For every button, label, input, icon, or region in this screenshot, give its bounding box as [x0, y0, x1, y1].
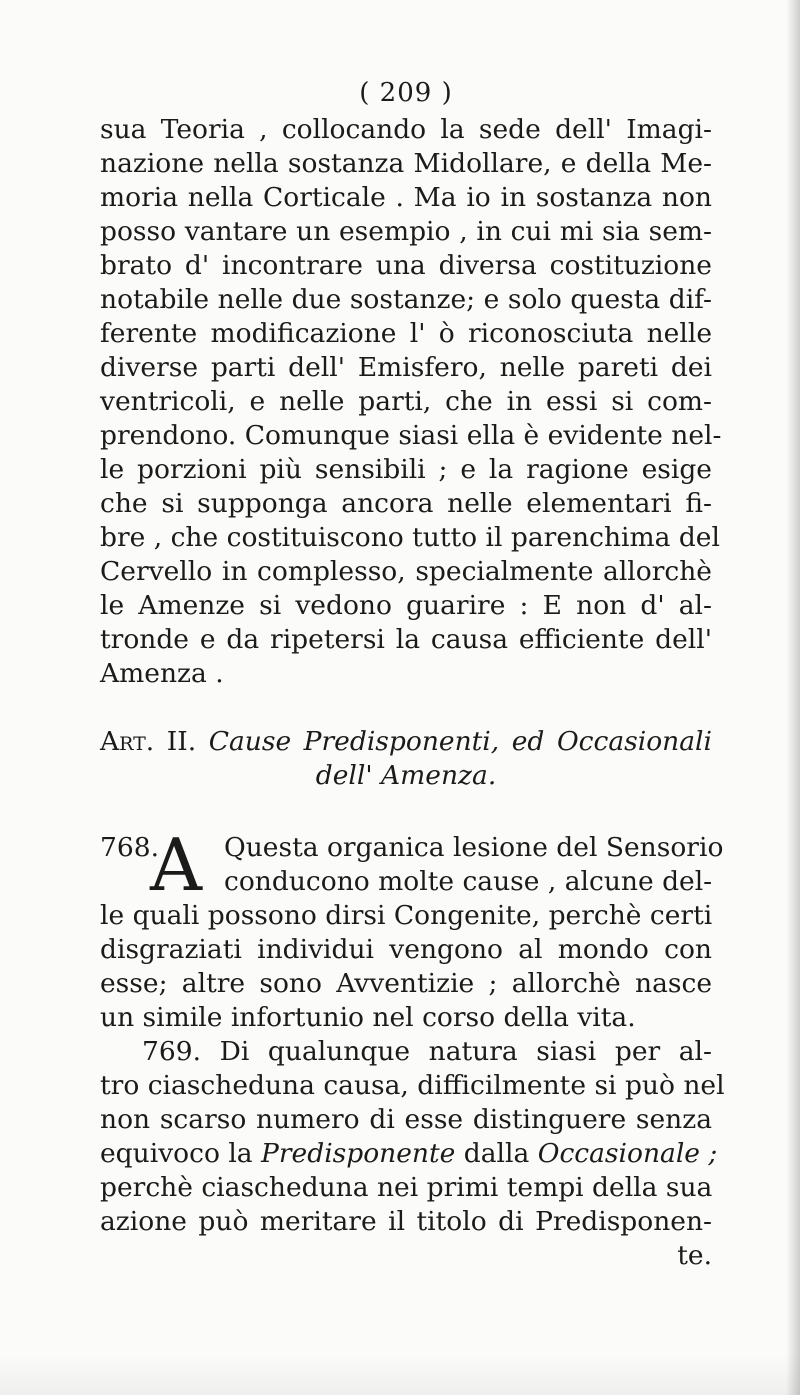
text-line: azione può meritare il titolo di Predisponen- — [100, 1206, 712, 1237]
paragraph-continued — [100, 113, 722, 691]
drop-cap: A — [150, 823, 202, 907]
paragraph-768 — [100, 823, 724, 1035]
text-line: 769. Di qualunque natura siasi per al- — [142, 1036, 712, 1067]
text-line: che si supponga ancora nelle elementari fi- — [100, 488, 712, 519]
page-edge-shadow — [786, 0, 800, 1395]
text-line: bre , che costituiscono tutto il parenchima del — [100, 522, 720, 553]
text-line: non scarso numero di esse distinguere senza — [100, 1104, 712, 1135]
text-line: disgraziati individui vengono al mondo con — [100, 934, 712, 965]
text-line: notabile nelle due sostanze; e solo questa dif- — [100, 284, 712, 315]
text-line: Cervello in complesso, specialmente allorchè — [100, 556, 712, 587]
text-line: nazione nella sostanza Midollare, e della Me- — [100, 148, 712, 179]
text-line: le quali possono dirsi Congenite, perchè certi — [100, 900, 713, 931]
text-line: posso vantare un esempio , in cui mi sia sem- — [100, 216, 712, 247]
text-line: esse; altre sono Avventizie ; allorchè nasce — [100, 968, 712, 999]
article-number: II. — [154, 726, 209, 757]
text-line: tronde e da ripetersi la causa efficiente dell' — [100, 624, 712, 655]
page-bottom-shade — [0, 1355, 800, 1395]
section-heading-line-1 — [100, 725, 712, 759]
text-line: conducono molte cause , alcune del- — [224, 866, 713, 897]
text-line: tro ciascheduna causa, difficilmente si può nel — [100, 1070, 725, 1101]
section-heading — [100, 725, 712, 793]
text-line: le Amenze si vedono guarire : E non d' al- — [100, 590, 712, 621]
text-line: moria nella Corticale . Ma io in sostanza non — [100, 182, 712, 213]
text-line: brato d' incontrare una diversa costituzione — [100, 250, 712, 281]
text-line: ventricoli, e nelle parti, che in essi si com- — [100, 386, 712, 417]
text-line: prendono. Comunque siasi ella è evidente nel- — [100, 420, 722, 451]
text-line: Questa organica lesione del Sensorio — [224, 832, 724, 863]
text-line: perchè ciascheduna nei primi tempi della sua — [100, 1172, 713, 1203]
text-line-with-italics — [100, 1137, 718, 1171]
text-line: sua Teoria , collocando la sede dell' Imagi- — [100, 114, 712, 145]
text-line: ferente modificazione l' ò riconosciuta nelle — [100, 318, 712, 349]
section-title: Cause Predisponenti, ed Occasionali — [208, 726, 712, 757]
italic-term-predisponente: Predisponente — [261, 1138, 456, 1169]
text-line: diverse parti dell' Emisfero, nelle pareti dei — [100, 352, 712, 383]
text-line: le porzioni più sensibili ; e la ragione esige — [100, 454, 712, 485]
paragraph-769 — [100, 1035, 725, 1273]
article-label: Art. — [100, 726, 155, 757]
text-segment: dalla — [455, 1138, 538, 1169]
text-line: Amenza . — [100, 658, 224, 689]
text-line: un simile infortunio nel corso della vita. — [100, 1002, 636, 1033]
page-number: ( 209 ) — [359, 78, 453, 108]
text-segment: equivoco la — [100, 1138, 262, 1169]
paragraph-number: 768. — [100, 832, 160, 863]
section-heading-line-2: dell' Amenza. — [315, 760, 497, 791]
text-line: te. — [677, 1240, 712, 1271]
page-text — [100, 73, 725, 1273]
italic-term-occasionale: Occasionale ; — [537, 1138, 718, 1169]
